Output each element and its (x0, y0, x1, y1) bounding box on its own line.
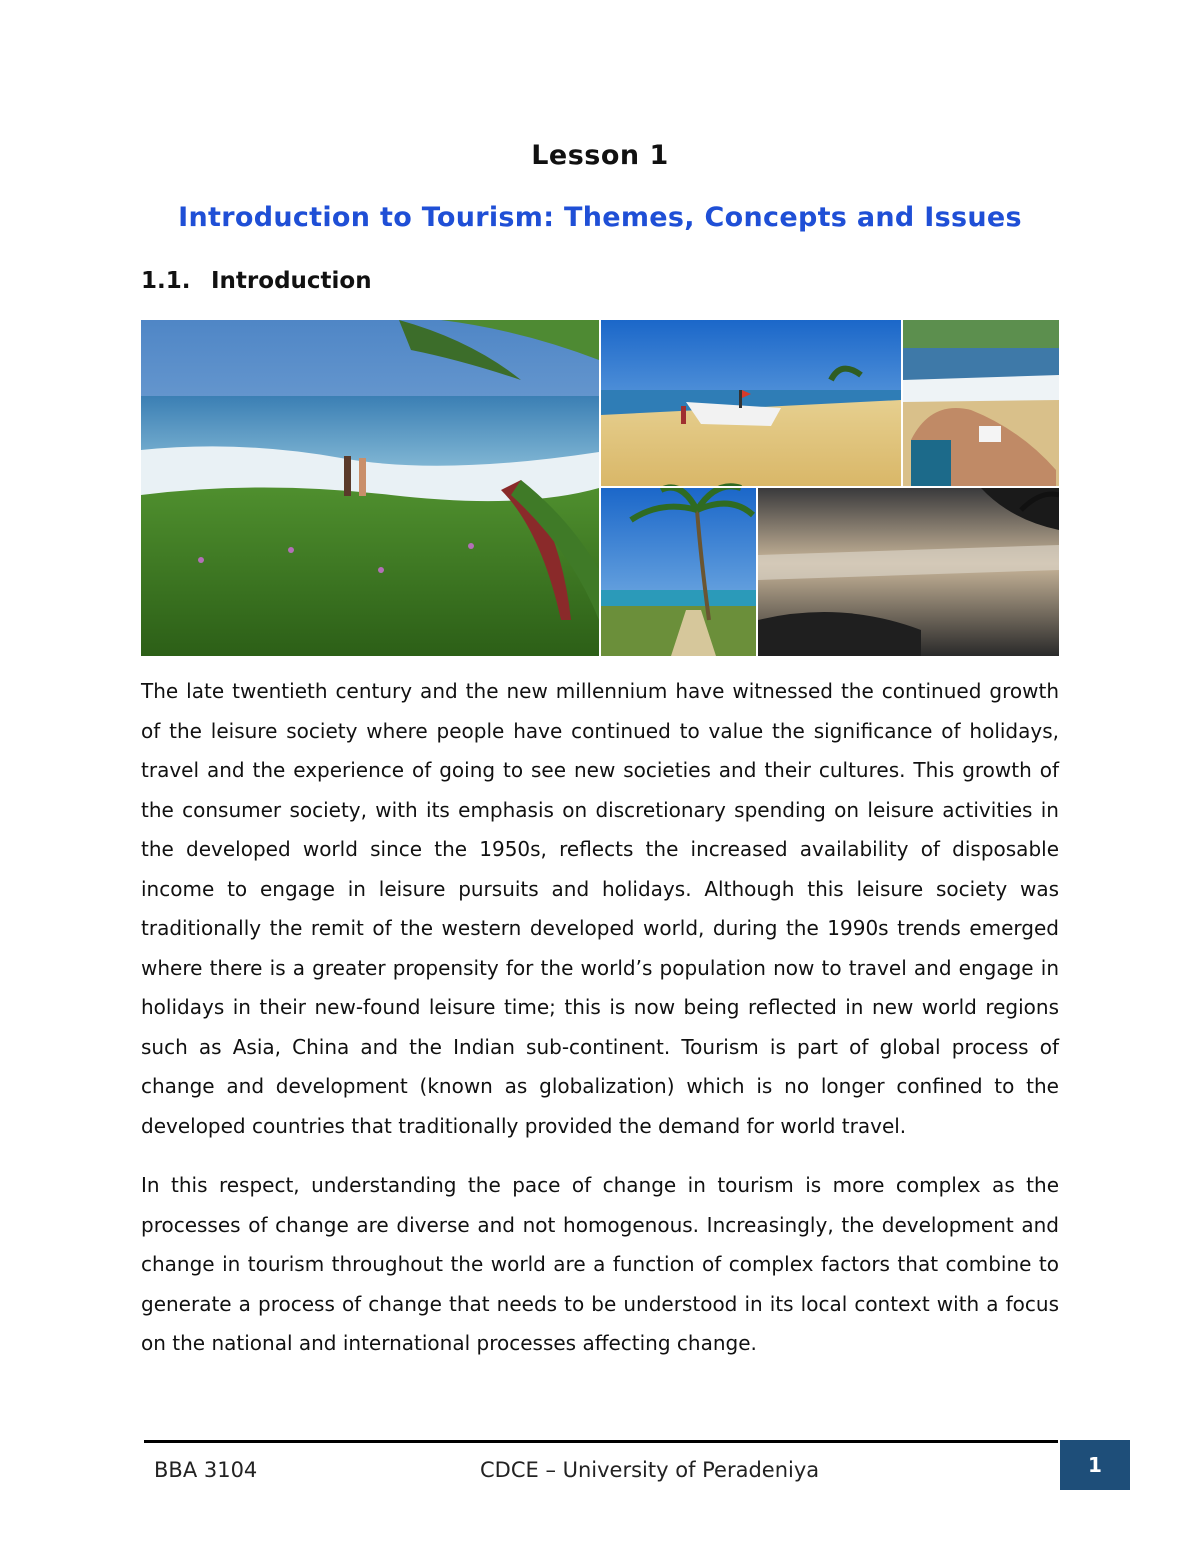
lesson-title: Lesson 1 (531, 140, 669, 171)
footer-institution: CDCE – University of Peradeniya (480, 1458, 820, 1482)
body-text (141, 672, 1059, 1384)
footer-divider (144, 1440, 1058, 1443)
section-number: 1.1. (141, 268, 191, 294)
section-heading (141, 268, 372, 294)
paragraph-1: The late twentieth century and the new millennium have witnessed the continued growth of the leisure society where people have continued to value the significance of holidays, travel and the experience of going to see new societies and their cultures. This growth of the consumer society, with its emphasis on discretionary spending on leisure activities in the developed world since the 1950s, reflects the increased availability of disposable income to engage in leisure pursuits and holidays. Although this leisure society was traditionally the remit of the western developed world, during the 1990s trends emerged where there is a greater propensity for the world’s population now to travel and engage in holidays in their new-found leisure time; this is now being reflected in new world regions such as Asia, China and the Indian sub-continent. Tourism is part of global process of change and development (known as globalization) which is no longer confined to the developed countries that traditionally provided the demand for world travel. (141, 679, 1059, 1138)
photo-beach-with-boat (601, 320, 901, 486)
paragraph-2: In this respect, understanding the pace of change in tourism is more complex as the processes of change are diverse and not homogenous. Increasingly, the development and change in tourism throughout the world are a function of complex factors that combine to generate a process of change that needs to be understood in its local context with a focus on the national and international processes affecting change. (141, 1173, 1059, 1355)
photo-palm-trees (601, 486, 756, 656)
footer-course-code: BBA 3104 (154, 1458, 258, 1482)
section-title: Introduction (211, 268, 372, 294)
photo-couple-on-beach (141, 320, 599, 656)
photo-woman-reading (903, 320, 1059, 486)
page-number: 1 (1060, 1440, 1130, 1490)
photo-sunset-coastline (758, 488, 1059, 656)
lesson-subtitle: Introduction to Tourism: Themes, Concepts and Issues (178, 202, 1022, 233)
beach-photo-collage (141, 320, 1059, 656)
